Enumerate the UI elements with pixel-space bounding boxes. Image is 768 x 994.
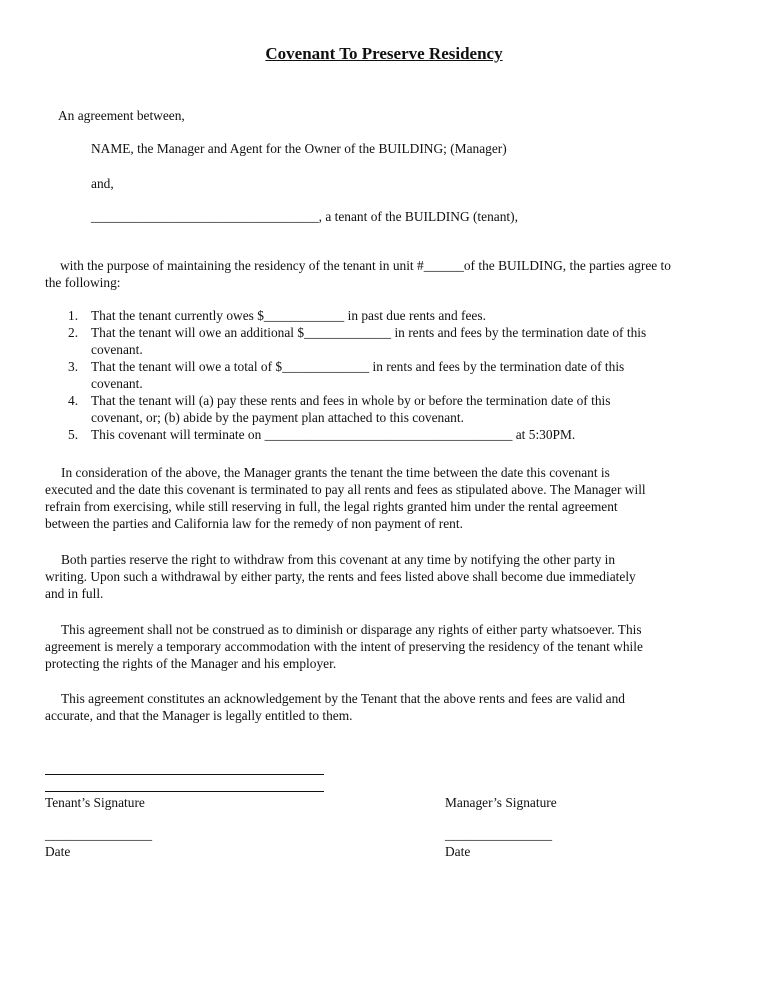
tenant-date-blank: ________________ (45, 827, 153, 842)
paragraph-line: Both parties reserve the right to withdraw from this covenant at any time by notifying the other party in (61, 552, 616, 567)
manager-date-blank: ________________ (445, 827, 553, 842)
list-item (45, 307, 725, 324)
paragraph-line: refrain from exercising, while still reserving in full, the legal rights granted him under the rental agreement (45, 499, 618, 514)
list-item-text: That the tenant will owe a total of $_____________ in rents and fees by the termination date of this (91, 359, 625, 374)
paragraph-line: writing. Upon such a withdrawal by either party, the rents and fees listed above shall become due immediately (45, 569, 636, 584)
tenant-date-label: Date (45, 844, 71, 859)
paragraph-line: executed and the date this covenant is terminated to pay all rents and fees as stipulated above. The Manager will (45, 482, 646, 497)
paragraph-withdraw (45, 551, 725, 602)
list-item (45, 426, 725, 443)
list-item (45, 392, 725, 426)
intro-agreement-between: An agreement between, (58, 108, 185, 123)
paragraph-line: between the parties and California law for the remedy of non payment of rent. (45, 516, 463, 531)
manager-date-label: Date (445, 844, 471, 859)
list-item-text: This covenant will terminate on _____________________________________ at 5:30PM. (91, 427, 576, 442)
document-title: Covenant To Preserve Residency (265, 44, 503, 63)
list-item-text: That the tenant will owe an additional $_____________ in rents and fees by the termination date of this (91, 325, 647, 340)
paragraph-line: This agreement shall not be construed as to diminish or disparage any rights of either party whatsoever. This (61, 622, 642, 637)
list-item-text: That the tenant currently owes $____________ in past due rents and fees. (91, 308, 486, 323)
paragraph-line: In consideration of the above, the Manager grants the tenant the time between the date this covenant is (61, 465, 610, 480)
manager-signature-label: Manager’s Signature (445, 795, 557, 810)
paragraph-no-diminish (45, 621, 725, 672)
paragraph-line: protecting the rights of the Manager and his employer. (45, 656, 337, 671)
list-item-number: 4. (68, 393, 79, 408)
list-item-text: covenant, or; (b) abide by the payment plan attached to this covenant. (91, 410, 464, 425)
intro-party-manager: NAME, the Manager and Agent for the Owner of the BUILDING; (Manager) (91, 141, 507, 156)
purpose-line-1: with the purpose of maintaining the residency of the tenant in unit #______of the BUILDING, the parties agree to (60, 258, 671, 273)
paragraph-consideration (45, 464, 725, 532)
paragraph-line: and in full. (45, 586, 104, 601)
intro-and: and, (91, 176, 114, 191)
list-item-number: 3. (68, 359, 79, 374)
terms-list (45, 307, 725, 443)
intro-party-tenant: __________________________________, a tenant of the BUILDING (tenant), (91, 209, 518, 224)
tenant-signature-line (45, 774, 324, 775)
list-item-number: 1. (68, 308, 79, 323)
list-item-text: covenant. (91, 376, 143, 391)
paragraph-line: This agreement constitutes an acknowledgement by the Tenant that the above rents and fees are valid and (61, 691, 625, 706)
purpose-line-2: the following: (45, 275, 121, 290)
paragraph-acknowledgement (45, 690, 725, 724)
list-item (45, 324, 725, 358)
paragraph-line: agreement is merely a temporary accommodation with the intent of preserving the residency of the tenant while (45, 639, 643, 654)
list-item-text: That the tenant will (a) pay these rents and fees in whole by or before the termination date of this (91, 393, 611, 408)
list-item-number: 5. (68, 427, 79, 442)
tenant-signature-line-2 (45, 791, 324, 792)
list-item (45, 358, 725, 392)
list-item-text: covenant. (91, 342, 143, 357)
list-item-number: 2. (68, 325, 79, 340)
tenant-signature-label: Tenant’s Signature (45, 795, 145, 810)
paragraph-line: accurate, and that the Manager is legally entitled to them. (45, 708, 353, 723)
